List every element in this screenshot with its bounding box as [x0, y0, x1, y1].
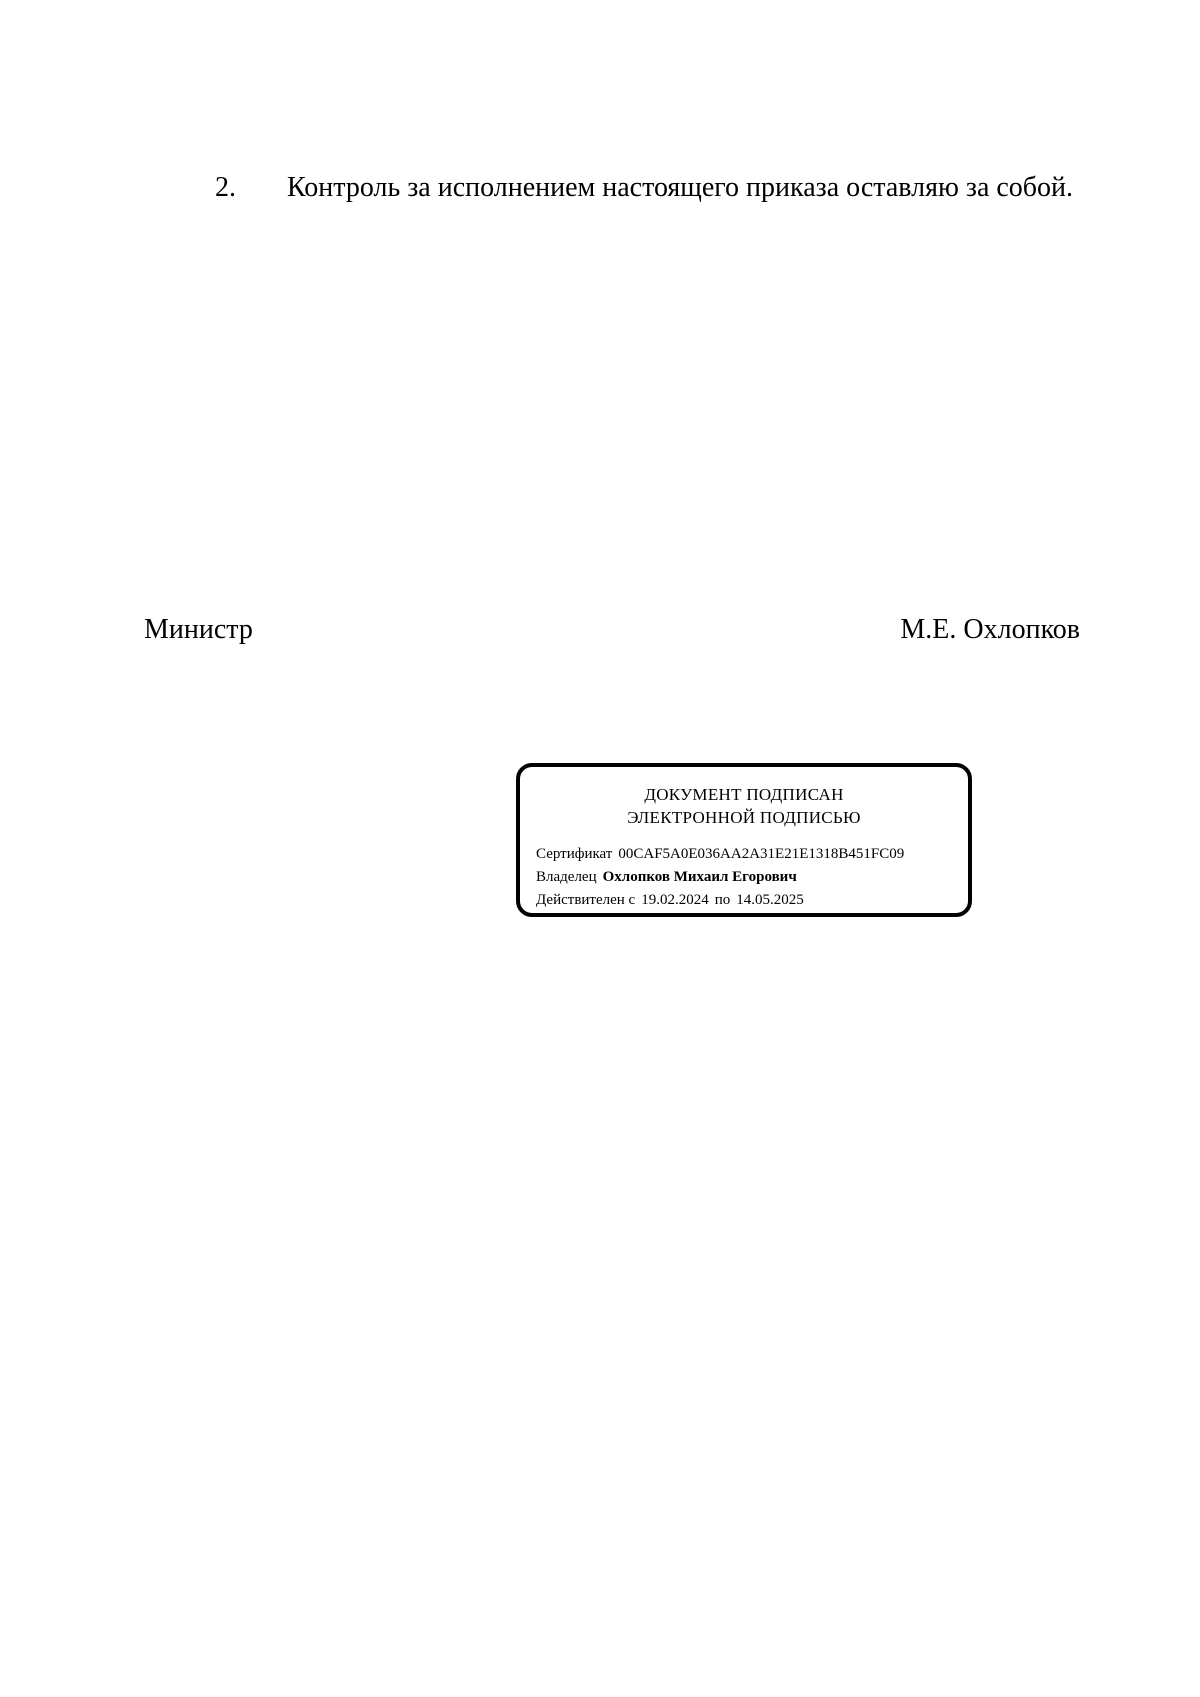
stamp-heading-line-2: ЭЛЕКТРОННОЙ ПОДПИСЬЮ	[627, 808, 861, 827]
certificate-label: Сертификат	[536, 846, 613, 862]
valid-from-date: 19.02.2024	[641, 892, 709, 908]
stamp-heading-line-1: ДОКУМЕНТ ПОДПИСАН	[644, 785, 844, 804]
owner-label: Владелец	[536, 869, 597, 885]
certificate-value: 00CAF5A0E036AA2A31E21E1318B451FC09	[618, 846, 905, 862]
clause-text: Контроль за исполнением настоящего приказа оставляю за собой.	[287, 172, 1074, 203]
stamp-heading	[520, 783, 968, 829]
validity-line	[536, 889, 904, 912]
signatory-name: М.Е. Охлопков	[900, 614, 1080, 645]
validity-label: Действителен с	[536, 892, 636, 908]
signatory-role: Министр	[144, 614, 253, 645]
clause-number: 2.	[215, 172, 236, 203]
valid-to-date: 14.05.2025	[736, 892, 804, 908]
validity-to-label: по	[714, 892, 731, 908]
owner-line	[536, 866, 904, 889]
owner-value: Охлопков Михаил Егорович	[602, 869, 797, 885]
certificate-line	[536, 843, 904, 866]
stamp-details	[536, 843, 904, 912]
electronic-signature-stamp	[516, 763, 972, 917]
